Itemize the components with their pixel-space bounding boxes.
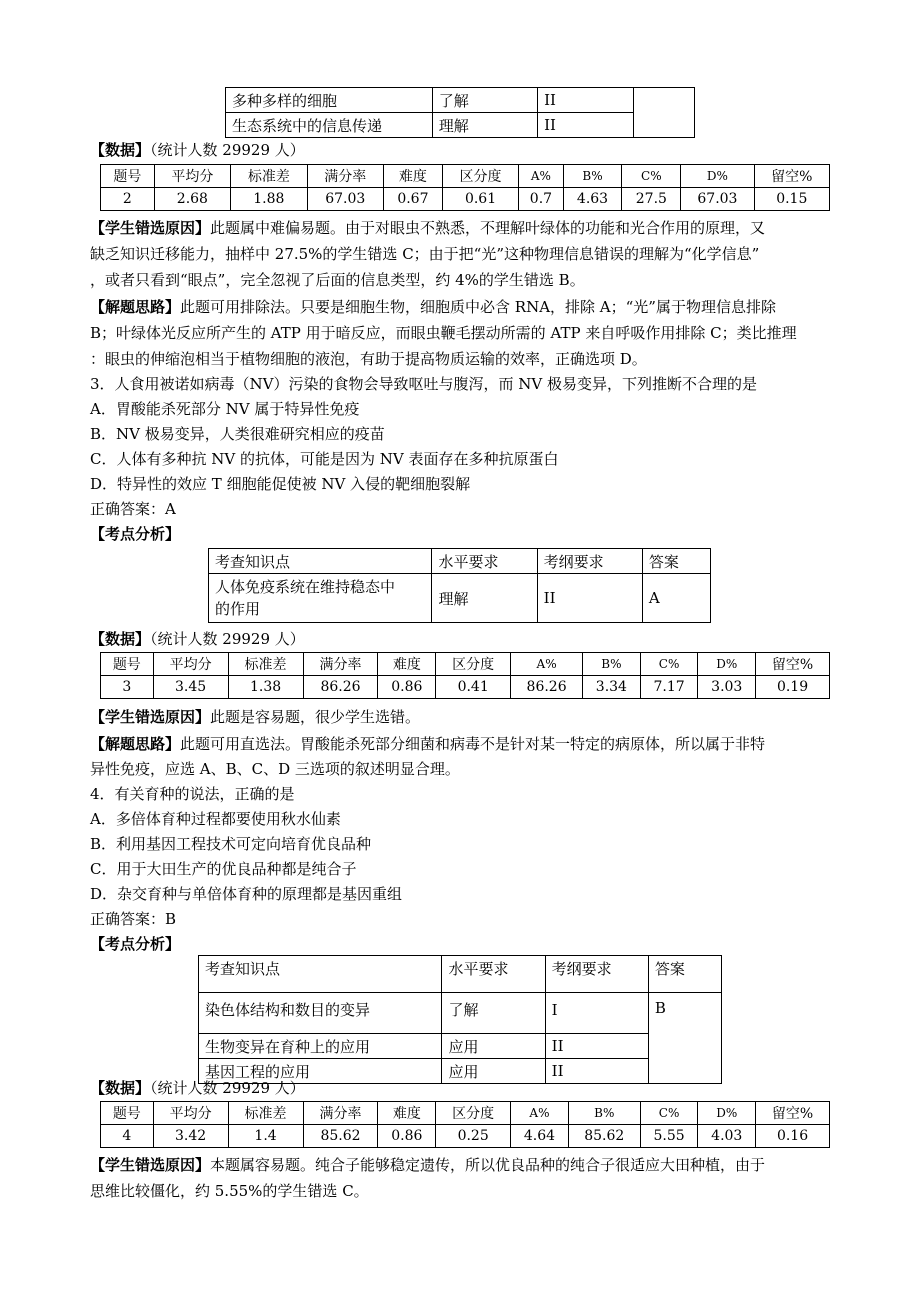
data-cell: 0.41 [436, 676, 511, 699]
requirement-cell: II [538, 113, 634, 138]
header-cell: 答案 [642, 549, 710, 574]
header-cell: B% [583, 653, 641, 676]
header-cell: 水平要求 [432, 549, 537, 574]
header-cell: 考纲要求 [537, 549, 642, 574]
header-cell: D% [698, 1102, 756, 1125]
data-label-count: （统计人数 29929 人） [150, 141, 305, 159]
q4-option-d: D．杂交育种与单倍体育种的原理都是基因重组 [90, 885, 403, 903]
data-cell: 1.38 [228, 676, 303, 699]
level-cell: 了解 [442, 993, 545, 1034]
data-cell: 0.19 [756, 676, 830, 699]
table-row [101, 188, 830, 211]
q2-error-line-1 [90, 215, 830, 241]
header-cell: B% [568, 1102, 640, 1125]
header-cell: C% [640, 1102, 698, 1125]
knowledge-point-cell: 基因工程的应用 [199, 1059, 442, 1084]
answer-cell: B [648, 993, 721, 1084]
data-cell: 3.03 [698, 676, 756, 699]
q3-stem: 3．人食用被诺如病毒（NV）污染的食物会导致呕吐与腹泻，而 NV 极易变异，下列推断不合理的是 [90, 375, 757, 393]
header-cell: 答案 [648, 956, 721, 993]
table-header-row [101, 165, 830, 188]
header-cell: D% [698, 653, 756, 676]
header-cell: 考纲要求 [545, 956, 648, 993]
level-cell: 应用 [442, 1034, 545, 1059]
q4-option-a: A．多倍体育种过程都要使用秋水仙素 [90, 810, 341, 828]
requirement-cell: II [538, 88, 634, 113]
data-cell: 5.55 [640, 1125, 698, 1148]
level-cell: 应用 [442, 1059, 545, 1084]
data-cell: 0.86 [378, 1125, 436, 1148]
q3-option-d: D．特异性的效应 T 细胞能促使被 NV 入侵的靶细胞裂解 [90, 475, 471, 493]
header-cell: 考查知识点 [199, 956, 442, 993]
header-cell: 平均分 [154, 165, 230, 188]
requirement-cell: II [537, 574, 642, 623]
data-cell: 4.64 [511, 1125, 569, 1148]
data-cell: 0.86 [378, 676, 436, 699]
knowledge-point-cell: 生态系统中的信息传递 [226, 113, 433, 138]
header-cell: 题号 [101, 1102, 154, 1125]
header-cell: 满分率 [307, 165, 383, 188]
header-cell: 满分率 [303, 653, 378, 676]
header-cell: 题号 [101, 165, 155, 188]
data-label-count: （统计人数 29929 人） [150, 630, 305, 648]
header-cell: 水平要求 [442, 956, 545, 993]
data-cell: 67.03 [307, 188, 383, 211]
header-cell: D% [681, 165, 754, 188]
header-cell: 标准差 [231, 165, 307, 188]
data-cell: 85.62 [568, 1125, 640, 1148]
table-header-row [101, 653, 830, 676]
q4-analysis-label: 【考点分析】 [90, 935, 181, 953]
table-row [226, 113, 695, 138]
level-cell: 理解 [432, 574, 537, 623]
q4-error-text: 本题属容易题。纯合子能够稳定遗传，所以优良品种的纯合子很适应大田种植，由于 [210, 1156, 766, 1174]
requirement-cell: I [545, 993, 648, 1034]
header-cell: 难度 [378, 653, 436, 676]
knowledge-point-line-1: 人体免疫系统在维持稳态中 [215, 578, 396, 596]
data-label [90, 137, 830, 163]
table-row [209, 574, 711, 623]
q4-knowledge-table [198, 955, 722, 1084]
header-cell: 标准差 [228, 1102, 303, 1125]
q4-error-line-1 [90, 1152, 830, 1178]
data-cell: 27.5 [622, 188, 681, 211]
data-cell: 3 [101, 676, 154, 699]
q2-data-table [100, 164, 830, 211]
q4-error-line-2: 思维比较僵化，约 5.55%的学生错选 C。 [90, 1182, 369, 1200]
q4-error-label: 【学生错选原因】 [90, 1156, 211, 1174]
data-cell: 4 [101, 1125, 154, 1148]
data-cell: 67.03 [681, 188, 754, 211]
header-cell: 考查知识点 [209, 549, 432, 574]
knowledge-point-cell: 生物变异在育种上的应用 [199, 1034, 442, 1059]
table-header-row [209, 549, 711, 574]
header-cell: 留空% [754, 165, 829, 188]
knowledge-point-cell: 染色体结构和数目的变异 [199, 993, 442, 1034]
header-cell: 留空% [756, 1102, 830, 1125]
data-cell: 2.68 [154, 188, 230, 211]
q3-option-a: A．胃酸能杀死部分 NV 属于特异性免疫 [90, 400, 360, 418]
data-label-bracket: 【数据】 [90, 141, 151, 159]
answer-cell [633, 88, 694, 138]
table-header-row [199, 956, 722, 993]
q3-solution-line-1 [90, 731, 830, 757]
data-label-bracket: 【数据】 [90, 630, 151, 648]
q2-error-line-2: 缺乏知识迁移能力，抽样中 27.5%的学生错选 C；由于把“光”这种物理信息错误的理解为“化学信息” [90, 245, 760, 263]
q2-solution-label: 【解题思路】 [90, 298, 181, 316]
answer-cell: A [642, 574, 710, 623]
data-label-count: （统计人数 29929 人） [150, 1079, 305, 1097]
q3-answer: 正确答案：A [90, 500, 176, 518]
data-cell: 4.03 [698, 1125, 756, 1148]
knowledge-point-cell [209, 574, 432, 623]
header-cell: 难度 [383, 165, 442, 188]
requirement-cell: II [545, 1059, 648, 1084]
q2-error-line-3: ，或者只看到“眼点”，完全忽视了后面的信息类型，约 4%的学生错选 B。 [90, 271, 585, 289]
table-row [101, 676, 830, 699]
header-cell: 难度 [378, 1102, 436, 1125]
data-label-bracket: 【数据】 [90, 1079, 151, 1097]
top-knowledge-table [225, 87, 695, 138]
q3-analysis-label: 【考点分析】 [90, 525, 181, 543]
q4-option-c: C．用于大田生产的优良品种都是纯合子 [90, 860, 357, 878]
level-cell: 了解 [432, 88, 537, 113]
header-cell: C% [622, 165, 681, 188]
table-row [101, 1125, 830, 1148]
q2-error-text: 此题属中难偏易题。由于对眼虫不熟悉，不理解叶绿体的功能和光合作用的原理，又 [210, 219, 766, 237]
data-cell: 86.26 [303, 676, 378, 699]
data-cell: 3.45 [153, 676, 228, 699]
data-cell: 0.67 [383, 188, 442, 211]
level-cell: 理解 [432, 113, 537, 138]
data-cell: 86.26 [511, 676, 583, 699]
data-cell: 2 [101, 188, 155, 211]
header-cell: 区分度 [442, 165, 518, 188]
knowledge-point-line-2: 的作用 [215, 600, 261, 618]
q3-solution-line-2: 异性免疫，应选 A、B、C、D 三选项的叙述明显合理。 [90, 760, 460, 778]
data-cell: 0.16 [756, 1125, 830, 1148]
data-cell: 1.88 [231, 188, 307, 211]
header-cell: B% [563, 165, 622, 188]
q3-error-label: 【学生错选原因】 [90, 708, 211, 726]
q2-error-label: 【学生错选原因】 [90, 219, 211, 237]
header-cell: 平均分 [153, 1102, 228, 1125]
header-cell: A% [519, 165, 563, 188]
data-cell: 0.61 [442, 188, 518, 211]
data-cell: 3.34 [583, 676, 641, 699]
data-cell: 0.15 [754, 188, 829, 211]
requirement-cell: II [545, 1034, 648, 1059]
data-cell: 4.63 [563, 188, 622, 211]
q3-solution-label: 【解题思路】 [90, 735, 181, 753]
data-cell: 7.17 [640, 676, 698, 699]
data-label [90, 626, 830, 652]
q3-solution-text: 此题可用直选法。胃酸能杀死部分细菌和病毒不是针对某一特定的病原体，所以属于非特 [180, 735, 766, 753]
q3-error-text: 此题是容易题，很少学生选错。 [210, 708, 421, 726]
data-cell: 3.42 [153, 1125, 228, 1148]
q2-solution-line-2: B；叶绿体光反应所产生的 ATP 用于暗反应，而眼虫鞭毛摆动所需的 ATP 来自呼吸作用排除 C；类比推理 [90, 324, 797, 342]
q2-solution-line-1 [90, 294, 830, 320]
knowledge-point-cell: 多种多样的细胞 [226, 88, 433, 113]
table-header-row [101, 1102, 830, 1125]
header-cell: 题号 [101, 653, 154, 676]
header-cell: 区分度 [436, 1102, 511, 1125]
q3-option-c: C．人体有多种抗 NV 的抗体，可能是因为 NV 表面存在多种抗原蛋白 [90, 450, 559, 468]
header-cell: 留空% [756, 653, 830, 676]
data-label [90, 1075, 830, 1101]
q3-knowledge-table [208, 548, 711, 623]
header-cell: 平均分 [153, 653, 228, 676]
header-cell: 标准差 [228, 653, 303, 676]
q4-stem: 4．有关育种的说法，正确的是 [90, 785, 295, 803]
q3-option-b: B．NV 极易变异，人类很难研究相应的疫苗 [90, 425, 385, 443]
data-cell: 1.4 [228, 1125, 303, 1148]
table-row [226, 88, 695, 113]
data-cell: 0.25 [436, 1125, 511, 1148]
header-cell: 满分率 [303, 1102, 378, 1125]
header-cell: A% [511, 653, 583, 676]
q4-data-table [100, 1101, 830, 1148]
q2-solution-line-3: ：眼虫的伸缩泡相当于植物细胞的液泡，有助于提高物质运输的效率，正确选项 D。 [90, 350, 647, 368]
table-row [199, 993, 722, 1034]
q3-data-table [100, 652, 830, 699]
data-cell: 0.7 [519, 188, 563, 211]
header-cell: 区分度 [436, 653, 511, 676]
q4-option-b: B．利用基因工程技术可定向培育优良品种 [90, 835, 372, 853]
data-cell: 85.62 [303, 1125, 378, 1148]
header-cell: C% [640, 653, 698, 676]
q3-error [90, 704, 830, 730]
q2-solution-text: 此题可用排除法。只要是细胞生物，细胞质中必含 RNA，排除 A；“光”属于物理信息排除 [180, 298, 776, 316]
header-cell: A% [511, 1102, 569, 1125]
table-row [199, 1034, 722, 1059]
q4-answer: 正确答案：B [90, 910, 177, 928]
